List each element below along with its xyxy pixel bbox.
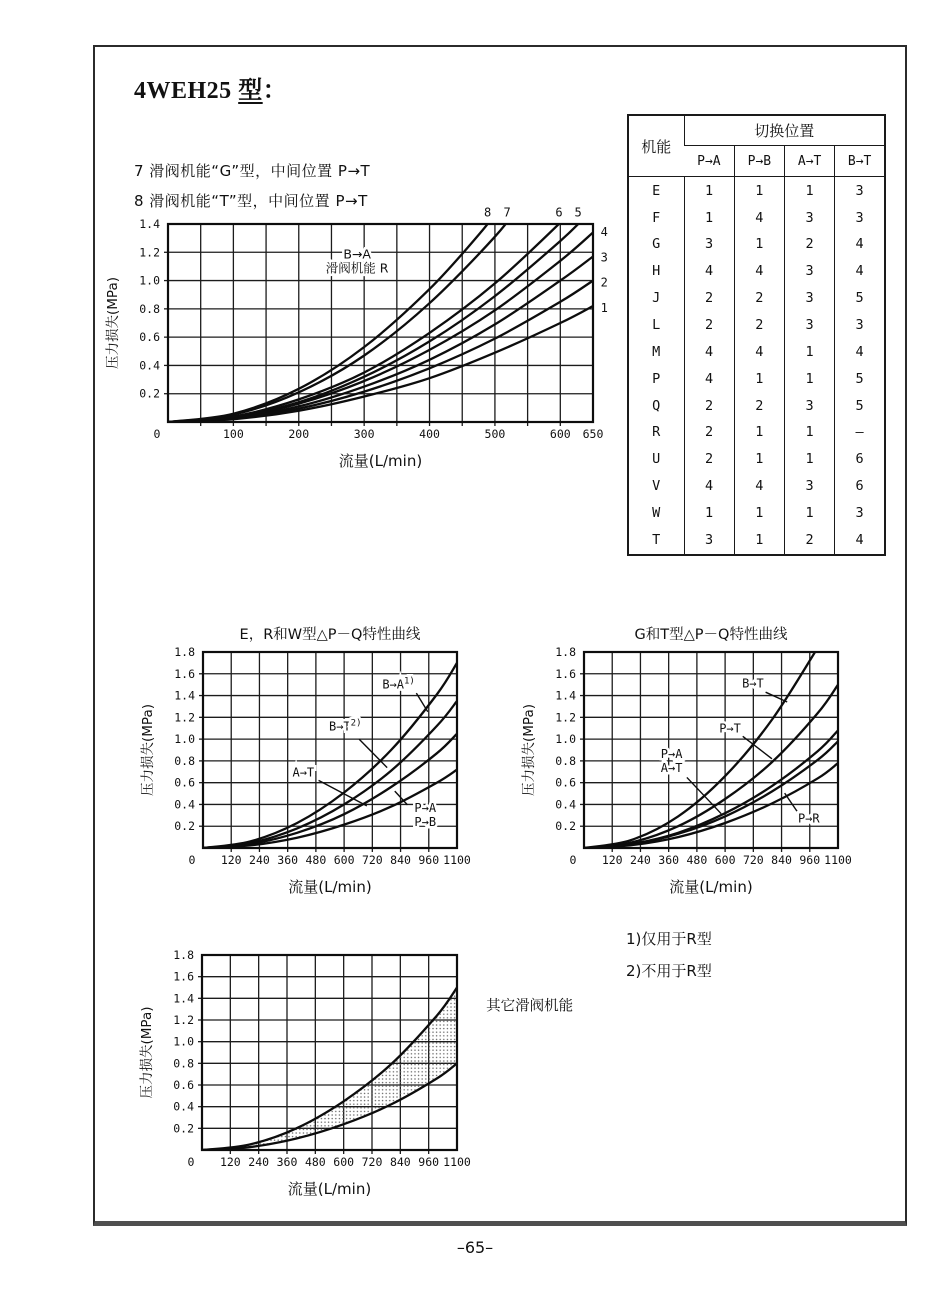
annotation-label: P→A [660,746,683,761]
position-value-cell: — [835,419,885,446]
position-value-cell: 4 [684,473,734,500]
column-header-0: P→A [684,146,734,177]
annotation-label: 2 [600,275,608,290]
position-value-cell: 3 [684,231,734,258]
model-number: 4WEH25 [134,78,239,104]
y-tick-label: 0.8 [139,301,160,316]
annotation-label: B→A [343,246,371,262]
y-tick-label: 1.2 [174,710,195,725]
position-value-cell: 1 [785,499,835,526]
position-value-cell: 3 [785,312,835,339]
position-value-cell: 1 [684,204,734,231]
y-tick-label: 0.8 [555,753,576,768]
annotation-label: P→B [414,814,437,829]
leader-line [766,692,788,702]
position-value-cell: 2 [684,419,734,446]
position-value-cell: 4 [734,338,784,365]
y-tick-label: 0.4 [174,797,195,812]
function-cell: Q [652,397,661,414]
title-colon: ： [262,78,288,104]
x-axis-label: 流量(L/min) [288,878,372,896]
x-tick-label: 600 [549,427,571,441]
x-tick-label: 0 [188,853,196,867]
x-tick-label: 1100 [824,853,852,867]
position-value-cell: 4 [734,204,784,231]
function-cell: H [652,263,661,280]
table-row [628,177,885,205]
y-tick-label: 0.2 [139,386,160,401]
position-value-cell: 3 [835,312,885,339]
leader-line [785,793,798,812]
x-tick-label: 0 [569,853,577,867]
position-value-cell: 1 [684,499,734,526]
x-tick-label: 840 [389,1155,411,1169]
x-tick-label: 240 [249,853,270,867]
position-value-cell: 3 [835,177,885,205]
position-value-cell: 1 [734,231,784,258]
function-cell: E [652,182,661,199]
x-tick-label: 360 [276,1155,298,1169]
position-value-cell: 3 [785,285,835,312]
annotation-label: 滑阀机能 R [325,260,389,276]
x-tick-label: 0 [153,427,161,441]
table-row [628,446,885,473]
position-value-cell: 2 [684,312,734,339]
position-value-cell: 2 [684,285,734,312]
position-value-cell: 2 [734,312,784,339]
leader-line [359,739,387,767]
y-tick-label: 1.2 [173,1013,194,1027]
function-cell: L [652,316,661,333]
table-row [628,285,885,312]
table-row [628,392,885,419]
y-tick-label: 0.4 [555,797,576,812]
page-title [134,70,287,105]
position-value-cell: 4 [734,258,784,285]
annotation-label: $B\to T^{2)}$ [328,718,362,734]
y-tick-label: 1.8 [173,948,194,962]
x-tick-label: 120 [219,1155,241,1169]
type-char: 型 [238,78,263,104]
position-value-cell: 2 [684,392,734,419]
y-tick-label: 1.0 [555,732,576,747]
position-value-cell: 1 [734,419,784,446]
x-tick-label: 960 [799,853,821,867]
y-tick-label: 1.0 [174,732,195,747]
table-row [628,204,885,231]
spool-note-8: 8 滑阀机能“T”型，中间位置 P→T [134,192,368,210]
position-value-cell: 3 [835,499,885,526]
position-value-cell: 1 [785,419,835,446]
y-tick-label: 1.4 [173,991,194,1006]
curve-A-T [584,741,838,848]
table-row [628,419,885,446]
function-cell: U [652,451,661,468]
x-tick-label: 100 [222,427,244,441]
x-tick-label: 120 [601,853,623,867]
x-axis-label: 流量(L/min) [669,878,753,896]
position-value-cell: 4 [835,231,885,258]
column-header-2: A→T [785,146,835,177]
x-tick-label: 240 [248,1155,270,1169]
footnote-2: 2)不用于R型 [626,962,712,980]
annotation-label: 其它滑阀机能 [486,998,574,1015]
position-value-cell: 4 [835,338,885,365]
x-tick-label: 480 [305,853,327,867]
table-row [628,258,885,285]
position-value-cell: 4 [734,473,784,500]
annotation-label: 4 [600,224,608,239]
y-tick-label: 1.0 [173,1034,194,1049]
annotation-label: A→T [660,760,683,775]
x-tick-label: 840 [390,853,411,867]
page-number: –65– [456,1238,494,1257]
erw-pq-chart [140,618,512,908]
x-tick-label: 720 [361,853,383,867]
column-header-3: B→T [835,146,885,177]
y-tick-label: 0.2 [555,819,576,834]
position-value-cell: 1 [785,338,835,365]
y-axis-label: 压力损失(MPa) [521,704,537,796]
table-row [628,499,885,526]
y-tick-label: 0.6 [174,775,195,790]
position-value-cell: 2 [785,231,835,258]
position-value-cell: 5 [835,285,885,312]
column-header-function: 机能 [628,115,684,177]
position-value-cell: 3 [835,204,885,231]
y-axis-label: 压力损失(MPa) [105,277,121,369]
x-tick-label: 300 [353,427,375,441]
x-tick-label: 480 [686,853,708,867]
function-cell: P [652,370,661,387]
y-tick-label: 1.2 [139,245,160,260]
position-value-cell: 1 [734,499,784,526]
position-value-cell: 3 [785,473,835,500]
tick-labels [555,645,852,867]
annotation-label: P→T [719,721,741,736]
annotation-label: A→T [292,765,315,780]
column-header-1: P→B [734,146,784,177]
x-tick-label: 1100 [443,1155,471,1169]
function-table [627,114,886,556]
other-functions-pq-chart [140,930,620,1215]
curve-3 [168,257,593,423]
curve-B-T [584,648,818,848]
y-tick-label: 0.2 [174,819,195,834]
curve-P-R [584,760,838,848]
y-tick-label: 1.2 [555,710,576,725]
x-axis-label: 流量(L/min) [338,452,423,470]
position-value-cell: 1 [785,446,835,473]
x-tick-label: 650 [582,427,604,441]
position-value-cell: 3 [684,526,734,555]
x-tick-label: 200 [288,427,310,441]
function-cell: J [652,290,661,307]
chart-title: E，R和W型△P－Q特性曲线 [239,627,421,643]
position-value-cell: 2 [734,285,784,312]
function-cell: T [652,532,661,549]
position-value-cell: 5 [835,365,885,392]
x-tick-label: 600 [333,853,355,867]
y-tick-label: 0.6 [139,330,160,345]
position-value-cell: 5 [835,392,885,419]
x-tick-label: 720 [361,1155,383,1169]
function-cell: V [652,478,661,495]
y-tick-label: 1.8 [174,645,195,659]
position-value-cell: 3 [785,392,835,419]
function-cell: W [652,504,661,521]
position-value-cell: 4 [835,258,885,285]
spool-note-7: 7 滑阀机能“G”型，中间位置 P→T [134,162,371,180]
y-tick-label: 1.8 [555,645,576,659]
y-tick-label: 1.6 [174,666,195,681]
annotation-label: 6 [555,205,563,220]
y-tick-label: 1.4 [555,688,576,703]
y-tick-label: 1.4 [174,688,195,703]
x-tick-label: 480 [304,1155,326,1169]
y-tick-label: 1.0 [139,273,160,288]
footnote-1: 1)仅用于R型 [626,930,712,948]
gt-pq-chart [520,618,892,908]
y-tick-label: 0.8 [174,753,195,768]
x-tick-label: 360 [658,853,680,867]
x-tick-label: 600 [714,853,736,867]
table-row [628,473,885,500]
x-tick-label: 840 [771,853,792,867]
table-row [628,338,885,365]
position-value-cell: 4 [684,365,734,392]
function-cell: R [652,424,661,441]
position-value-cell: 1 [734,177,784,205]
y-tick-label: 0.8 [173,1056,194,1071]
y-tick-label: 1.6 [555,666,576,681]
curve-5 [168,216,587,423]
position-value-cell: 1 [684,177,734,205]
function-cell: G [652,236,661,253]
annotation-label: 1 [600,301,608,316]
position-value-cell: 6 [835,473,885,500]
annotation-label: 5 [574,205,582,220]
table-row [628,526,885,555]
annotation-label: 3 [600,250,608,265]
table-row [628,312,885,339]
annotation-label: $B\to A^{1)}$ [382,676,415,692]
position-value-cell: 4 [684,338,734,365]
position-value-cell: 2 [785,526,835,555]
position-value-cell: 4 [835,526,885,555]
tick-labels [139,217,603,441]
function-cell: M [652,343,661,360]
position-value-cell: 1 [734,446,784,473]
band-other-functions [202,988,457,1151]
x-tick-label: 720 [742,853,764,867]
main-pq-chart [100,190,680,475]
tick-labels [174,645,471,867]
y-tick-label: 0.6 [173,1078,194,1092]
y-tick-label: 1.4 [139,217,160,231]
x-tick-label: 500 [484,427,506,441]
annotation-label: 7 [503,205,511,220]
x-tick-label: 1100 [443,853,471,867]
x-tick-label: 960 [418,853,440,867]
y-tick-label: 0.4 [139,358,160,373]
annotation-label: B→T [742,676,764,691]
position-value-cell: 3 [785,204,835,231]
annotation-label: P→R [797,811,820,826]
y-axis-label: 压力损失(MPa) [140,704,156,796]
position-value-cell: 6 [835,446,885,473]
x-tick-label: 600 [333,1155,355,1169]
position-value-cell: 2 [734,392,784,419]
x-tick-label: 240 [630,853,651,867]
function-cell: F [652,209,661,226]
x-tick-label: 0 [187,1155,195,1169]
y-tick-label: 0.2 [173,1121,194,1136]
y-axis-label: 压力损失(MPa) [139,1006,155,1099]
curve-A-T [203,734,457,848]
position-value-cell: 1 [734,526,784,555]
x-tick-label: 400 [419,427,440,441]
position-value-cell: 1 [785,177,835,205]
column-header-switching-position: 切换位置 [684,115,885,146]
y-tick-label: 0.6 [555,775,576,790]
table-row [628,231,885,258]
table-row [628,365,885,392]
annotation-label: P→A [414,800,437,815]
position-value-cell: 4 [684,258,734,285]
switching-position-table [627,114,886,556]
x-tick-label: 960 [418,1155,440,1169]
position-value-cell: 3 [785,258,835,285]
x-tick-label: 120 [220,853,242,867]
chart-title: G和T型△P－Q特性曲线 [634,627,788,643]
position-value-cell: 2 [684,446,734,473]
y-tick-label: 1.6 [173,969,194,984]
annotation-label: 8 [483,205,492,220]
y-tick-label: 0.4 [173,1099,194,1114]
x-axis-label: 流量(L/min) [287,1180,372,1198]
position-value-cell: 1 [785,365,835,392]
position-value-cell: 1 [734,365,784,392]
x-tick-label: 360 [277,853,299,867]
